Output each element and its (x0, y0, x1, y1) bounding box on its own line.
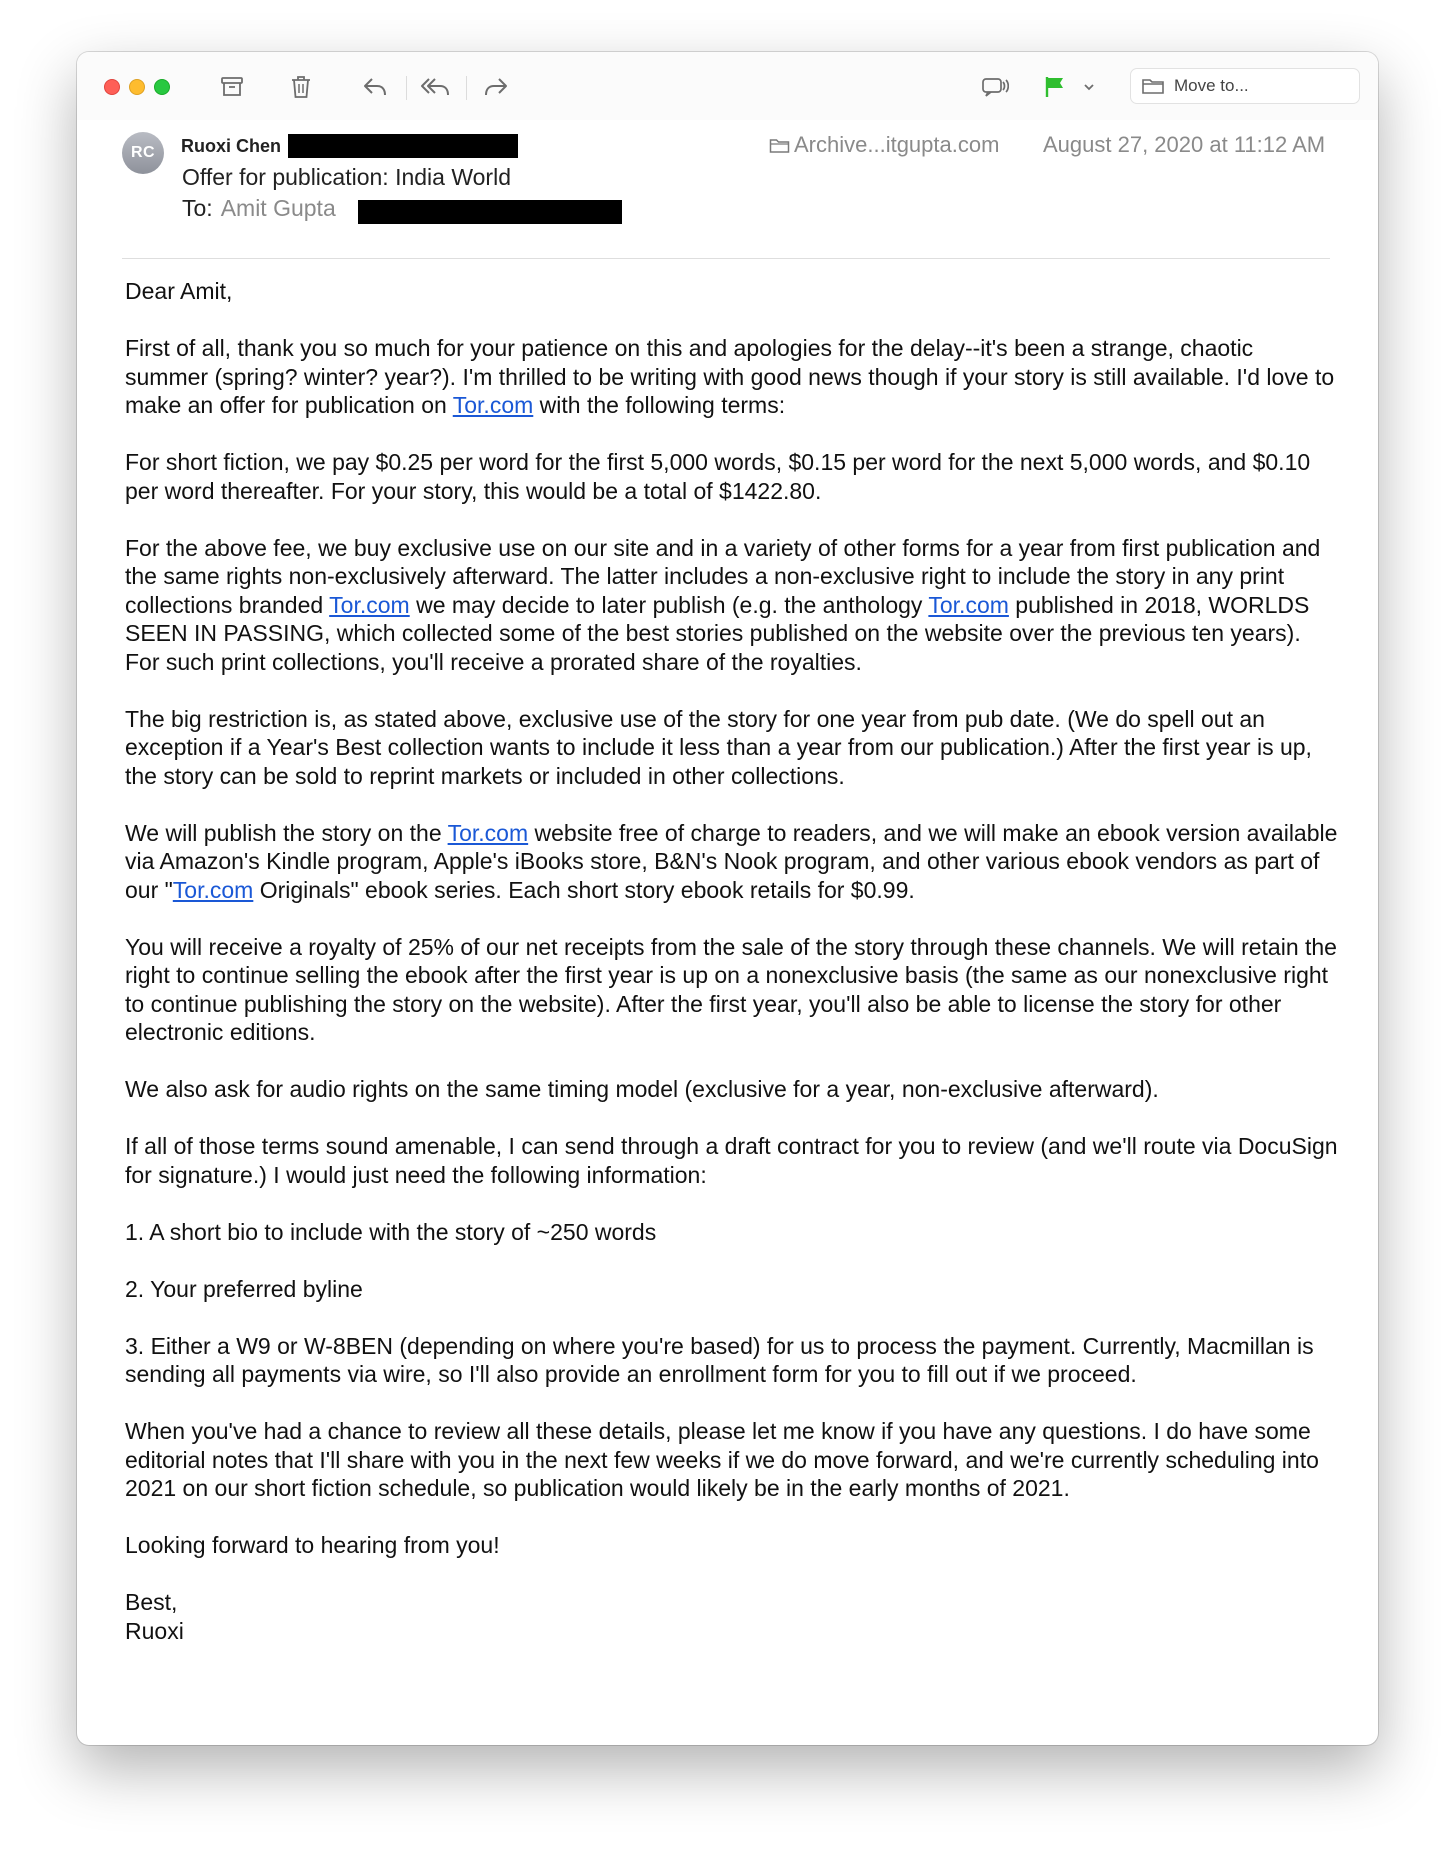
body-paragraph: We also ask for audio rights on the same timing model (exclusive for a year, non-exclusive afterward). (125, 1076, 1159, 1102)
reply-icon (362, 76, 388, 98)
mailbox-location[interactable] (769, 132, 999, 158)
body-text: with the following terms: (533, 392, 786, 418)
forward-icon (483, 76, 509, 98)
message-date: August 27, 2020 at 11:12 AM (1043, 132, 1326, 157)
flag-icon (1044, 75, 1066, 99)
minimize-window-button[interactable] (129, 79, 145, 95)
recipient-name[interactable]: Amit Gupta (220, 195, 336, 221)
body-paragraph: Looking forward to hearing from you! (125, 1532, 500, 1558)
body-paragraph (125, 819, 1340, 905)
forward-button[interactable] (479, 72, 513, 102)
body-text: we may decide to later publish (e.g. the anthology (409, 591, 929, 618)
reply-all-icon (420, 76, 452, 98)
tor-link[interactable]: Tor.com (452, 392, 534, 418)
signature: Ruoxi (125, 1617, 184, 1644)
list-item: 2. Your preferred byline (125, 1275, 363, 1302)
read-aloud-icon (981, 76, 1009, 98)
toolbar-separator (406, 76, 407, 100)
body-paragraph: The big restriction is, as stated above, exclusive use of the story for one year from pub date. (We do spell out an exception if a Year's Best collection wants to include it less than a year from our publication.) After the first year is up, the story can be sold to reprint markets or included in other collections. (125, 705, 1312, 789)
flag-button[interactable] (1038, 72, 1072, 102)
body-paragraph: When you've had a chance to review all these details, please let me know if you have any questions. I do have some editorial notes that I'll share with you in the next few weeks if we do move forward, and we're currently scheduling into 2021 on our short fiction schedule, so publication would likely be in the early months of 2021. (125, 1418, 1319, 1501)
body-text: For the above fee, we buy exclusive use on our site and in a variety of other forms for a year from first publication and the same rights non-exclusively afterward. The latter includes a non-exclusive right to include the story in any print collections branded (125, 534, 1321, 618)
zoom-window-button[interactable] (154, 79, 170, 95)
to-label: To: (182, 195, 213, 221)
tor-link[interactable]: Tor.com (447, 819, 529, 846)
body-paragraph: You will receive a royalty of 25% of our net receipts from the sale of the story through these channels. We will retain the right to continue selling the ebook after the first year is up on a nonexclusive basis (the same as our nonexclusive right to continue publishing the story on the website). After the first year, you'll also be able to license the story for other electronic editions. (125, 933, 1337, 1045)
body-paragraph (125, 334, 1340, 420)
signoff: Best, (125, 1589, 178, 1615)
folder-icon (769, 137, 790, 154)
mail-window (77, 52, 1378, 1745)
body-paragraph (125, 534, 1340, 677)
recipient-row (182, 195, 336, 222)
chevron-down-icon (1083, 83, 1095, 91)
tor-link[interactable]: Tor.com (928, 591, 1009, 618)
body-paragraph: For short fiction, we pay $0.25 per word for the first 5,000 words, $0.15 per word for the next 5,000 words, and $0.10 per word thereafter. For your story, this would be a total of $1422.80. (125, 449, 1311, 504)
tor-link[interactable]: Tor.com (329, 591, 410, 618)
mailbox-name: Archive...itgupta.com (794, 132, 1000, 157)
close-window-button[interactable] (104, 79, 120, 95)
reply-button[interactable] (358, 72, 392, 102)
list-item: 3. Either a W9 or W-8BEN (depending on where you're based) for us to process the payment. Currently, Macmillan is sending all payments via wire, so I'll also provide an enrollment form for you to fill out if we proceed. (125, 1332, 1314, 1387)
move-to-label: Move to... (1174, 76, 1249, 95)
body-paragraph: If all of those terms sound amenable, I can send through a draft contract for you to review (and we'll route via DocuSign for signature.) I would just need the following information: (125, 1133, 1338, 1188)
flag-menu-button[interactable] (1077, 72, 1101, 102)
message-body (125, 277, 1340, 1645)
body-text: published in 2018, WORLDS SEEN IN PASSING, which collected some of the best stories published on the website over the previous ten years). For such print collections, you'll receive a prorated share of the royalties. (125, 591, 1310, 675)
reply-all-button[interactable] (419, 72, 453, 102)
greeting: Dear Amit, (125, 278, 233, 304)
body-text: First of all, thank you so much for your patience on this and apologies for the delay--it's been a strange, chaotic summer (spring? winter? year?). I'm thrilled to be writing with good news though if your story is still available. I'd love to make an offer for publication on (125, 335, 1335, 418)
delete-button[interactable] (284, 72, 318, 102)
trash-icon (290, 75, 312, 99)
folder-icon (1141, 77, 1165, 95)
toolbar (77, 52, 1378, 120)
archive-button[interactable] (215, 72, 249, 102)
avatar: RC (122, 132, 164, 174)
archive-icon (220, 76, 244, 98)
move-to-button[interactable] (1130, 68, 1360, 104)
redacted-sender-address (288, 134, 518, 158)
header-divider (122, 258, 1330, 259)
body-text: We will publish the story on the (125, 819, 448, 846)
redacted-recipient-address (358, 200, 622, 224)
toolbar-separator (466, 76, 467, 100)
sender-name[interactable]: Ruoxi Chen (181, 136, 282, 156)
read-aloud-button[interactable] (978, 72, 1012, 102)
body-text: Originals" ebook series. Each short story ebook retails for $0.99. (253, 876, 915, 903)
list-item: 1. A short bio to include with the story of ~250 words (125, 1218, 657, 1245)
tor-link[interactable]: Tor.com (172, 876, 254, 903)
body-text: website free of charge to readers, and we will make an ebook version available via Amazon's Kindle program, Apple's iBooks store, B&N's Nook program, and other various ebook vendors as part of our " (125, 819, 1338, 903)
message-subject: Offer for publication: India World (182, 164, 511, 190)
